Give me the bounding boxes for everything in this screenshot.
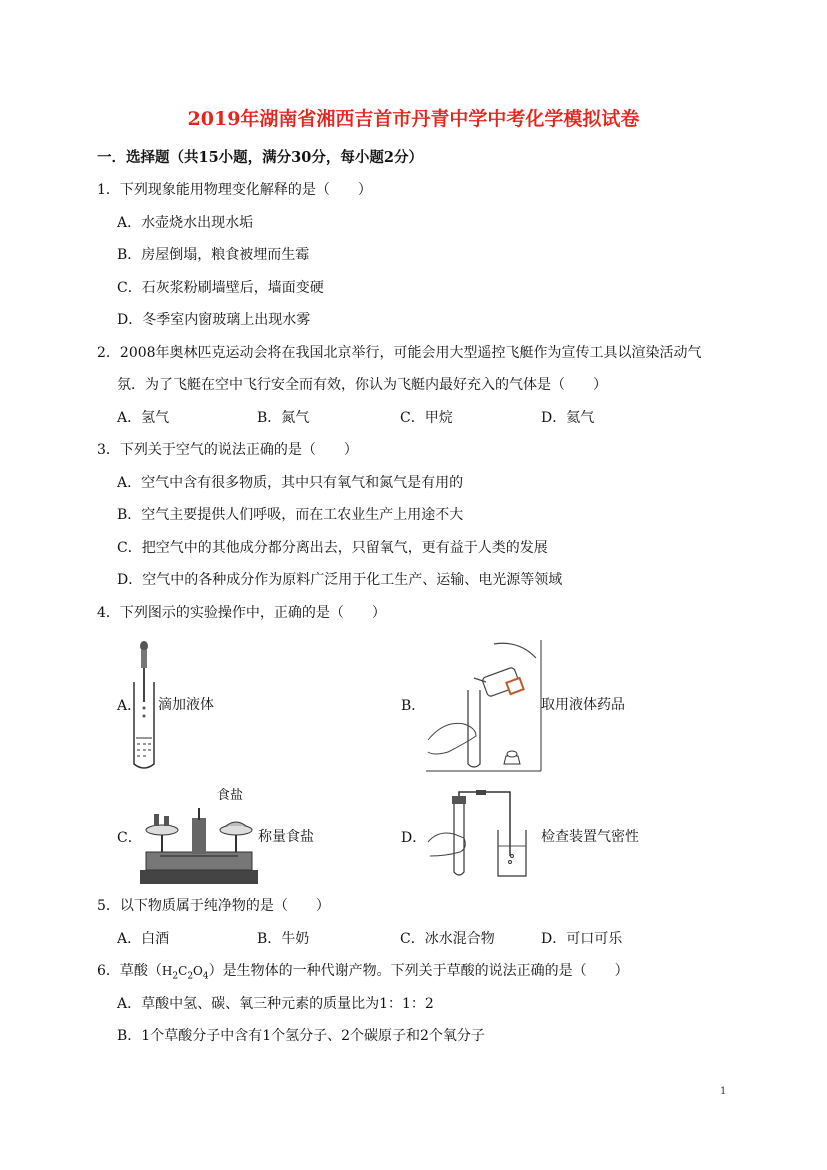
q4-option-c-letter: C． bbox=[117, 830, 142, 846]
salt-figure-label: 食盐 bbox=[217, 788, 244, 803]
q4-option-d-label: 检查装置气密性 bbox=[541, 829, 639, 845]
section-heading: 一．选择题（共15小题，满分30分，每小题2分） bbox=[97, 149, 423, 166]
question-1-stem: 1．下列现象能用物理变化解释的是（ ） bbox=[97, 182, 372, 198]
q3-option-a: A．空气中含有很多物质，其中只有氧气和氮气是有用的 bbox=[117, 475, 464, 491]
q2-option-d: D．氦气 bbox=[541, 410, 595, 426]
question-3-stem: 3．下列关于空气的说法正确的是（ ） bbox=[97, 442, 358, 458]
q6-option-b: B．1个草酸分子中含有1个氢分子、2个碳原子和2个氧分子 bbox=[117, 1028, 485, 1044]
q1-option-b: B．房屋倒塌，粮食被埋而生霉 bbox=[117, 247, 310, 263]
q4-option-b-label: 取用液体药品 bbox=[541, 697, 625, 713]
q2-option-a: A．氢气 bbox=[117, 410, 170, 426]
q4-option-c-label: 称量食盐 bbox=[258, 829, 314, 845]
q1-option-c: C．石灰浆粉刷墙壁后，墙面变硬 bbox=[117, 280, 324, 296]
q6-stem-post: ）是生物体的一种代谢产物。下列关于草酸的说法正确的是（ ） bbox=[208, 963, 629, 979]
q5-option-d: D．可口可乐 bbox=[541, 931, 623, 947]
q5-option-a: A．白酒 bbox=[117, 931, 170, 947]
q5-option-c: C．冰水混合物 bbox=[400, 931, 495, 947]
page-title: 2019年湖南省湘西吉首市丹青中学中考化学模拟试卷 bbox=[187, 108, 640, 130]
question-2-stem-line2: 氛．为了飞艇在空中飞行安全而有效，你认为飞艇内最好充入的气体是（ ） bbox=[117, 377, 607, 393]
pouring-figure bbox=[424, 640, 542, 772]
q4-option-a-letter: A． bbox=[117, 698, 142, 714]
page-number: 1 bbox=[720, 1086, 727, 1097]
q4-option-b-letter: B． bbox=[401, 698, 426, 714]
question-5-stem: 5．以下物质属于纯净物的是（ ） bbox=[97, 898, 330, 914]
question-4-stem: 4．下列图示的实验操作中，正确的是（ ） bbox=[97, 605, 386, 621]
q3-option-d: D．空气中的各种成分作为原料广泛用于化工生产、运输、电光源等领域 bbox=[117, 572, 563, 588]
q4-option-a-label: 滴加液体 bbox=[158, 697, 214, 713]
q4-option-d-letter: D． bbox=[401, 830, 427, 846]
q2-option-b: B．氮气 bbox=[257, 410, 310, 426]
q3-option-b: B．空气主要提供人们呼吸，而在工农业生产上用途不大 bbox=[117, 507, 464, 523]
airtightness-figure bbox=[426, 790, 530, 882]
q1-option-a: A．水壶烧水出现水垢 bbox=[117, 215, 254, 231]
q6-stem-pre: 6．草酸（ bbox=[97, 963, 162, 979]
balance-figure bbox=[140, 800, 258, 886]
question-2-stem-line1: 2．2008年奥林匹克运动会将在我国北京举行，可能会用大型遥控飞艇作为宣传工具以渲染活动气 bbox=[97, 345, 702, 361]
q1-option-d: D．冬季室内窗玻璃上出现水雾 bbox=[117, 312, 311, 328]
dropper-figure bbox=[128, 640, 160, 772]
q3-option-c: C．把空气中的其他成分都分离出去，只留氧气，更有益于人类的发展 bbox=[117, 540, 548, 556]
q6-option-a: A．草酸中氢、碳、氧三种元素的质量比为1：1：2 bbox=[117, 996, 434, 1012]
q5-option-b: B．牛奶 bbox=[257, 931, 310, 947]
question-6-stem bbox=[97, 962, 629, 985]
oxalic-acid-formula: $H_2C_2O_4$ bbox=[161, 964, 209, 982]
q2-option-c: C．甲烷 bbox=[400, 410, 453, 426]
